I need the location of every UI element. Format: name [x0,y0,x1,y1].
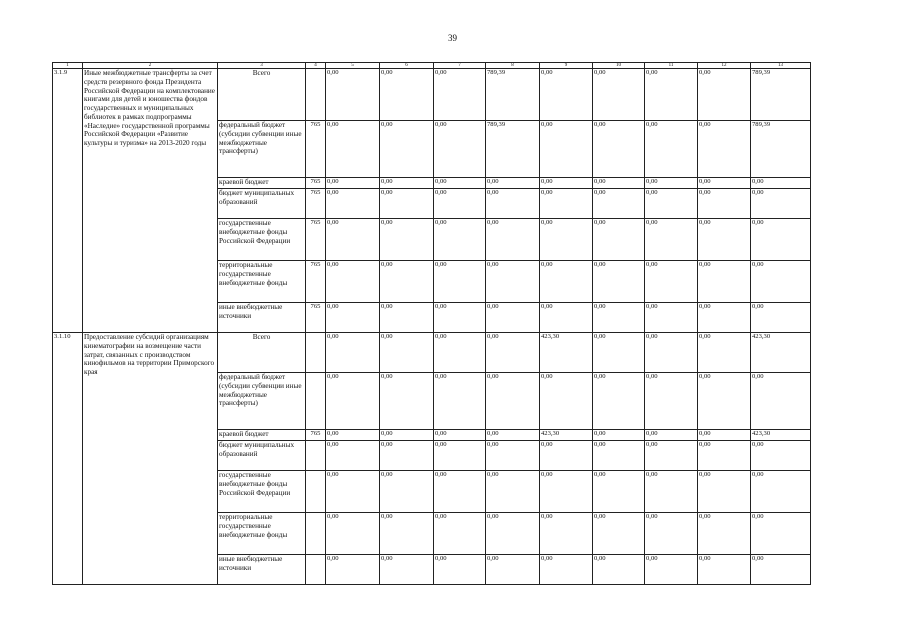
amount-cell: 0,00 [593,189,645,219]
amount-cell: 0,00 [645,261,698,303]
column-number: 12 [698,63,751,69]
amount-cell: 423,30 [751,430,811,441]
grbs-code: 765 [306,178,326,189]
grbs-code [306,373,326,430]
amount-cell: 0,00 [326,261,380,303]
amount-cell: 0,00 [698,178,751,189]
amount-cell: 423,30 [540,430,593,441]
amount-cell: 0,00 [434,430,486,441]
amount-cell: 0,00 [380,219,434,261]
funding-source: бюджет муниципальных образований [218,189,306,219]
funding-source: территориальные государственные внебюджетные фонды [218,261,306,303]
funding-source: федеральный бюджет (субсидии субвенции иные межбюджетные трансферты) [218,373,306,430]
amount-cell: 0,00 [540,121,593,178]
funding-source: Всего [218,69,306,121]
amount-cell: 0,00 [380,178,434,189]
amount-cell: 0,00 [698,373,751,430]
column-number: 3 [218,63,306,69]
table-row [53,69,811,121]
amount-cell: 0,00 [380,121,434,178]
amount-cell: 0,00 [326,513,380,555]
amount-cell: 0,00 [486,441,540,471]
amount-cell: 0,00 [751,178,811,189]
amount-cell: 0,00 [326,219,380,261]
amount-cell: 423,30 [540,333,593,373]
amount-cell: 0,00 [434,121,486,178]
amount-cell: 0,00 [434,441,486,471]
page-number: 39 [448,33,457,43]
column-number: 1 [53,63,83,69]
amount-cell: 0,00 [751,373,811,430]
grbs-code [306,471,326,513]
amount-cell: 0,00 [326,441,380,471]
amount-cell: 0,00 [593,121,645,178]
amount-cell: 0,00 [751,513,811,555]
amount-cell: 0,00 [645,121,698,178]
amount-cell: 0,00 [486,219,540,261]
amount-cell: 0,00 [593,69,645,121]
column-number: 11 [645,63,698,69]
amount-cell: 0,00 [486,373,540,430]
amount-cell: 0,00 [486,430,540,441]
grbs-code: 765 [306,219,326,261]
grbs-code: 765 [306,121,326,178]
amount-cell: 0,00 [380,513,434,555]
amount-cell: 0,00 [593,471,645,513]
amount-cell: 0,00 [645,303,698,333]
funding-source: иные внебюджетные источники [218,555,306,585]
funding-source: федеральный бюджет (субсидии субвенции иные межбюджетные трансферты) [218,121,306,178]
grbs-code [306,555,326,585]
amount-cell: 0,00 [645,219,698,261]
funding-source: краевой бюджет [218,178,306,189]
amount-cell: 0,00 [540,261,593,303]
amount-cell: 0,00 [698,69,751,121]
amount-cell: 0,00 [593,333,645,373]
amount-cell: 789,39 [751,121,811,178]
column-number: 2 [83,63,218,69]
amount-cell: 0,00 [698,261,751,303]
amount-cell: 0,00 [486,189,540,219]
column-number: 4 [306,63,326,69]
amount-cell: 0,00 [698,555,751,585]
amount-cell: 0,00 [645,69,698,121]
budget-table [52,62,811,585]
amount-cell: 0,00 [434,303,486,333]
funding-source: Всего [218,333,306,373]
column-number: 7 [434,63,486,69]
amount-cell: 0,00 [645,373,698,430]
amount-cell: 0,00 [698,513,751,555]
amount-cell: 0,00 [593,219,645,261]
column-number: 6 [380,63,434,69]
amount-cell: 0,00 [434,189,486,219]
amount-cell: 0,00 [326,178,380,189]
amount-cell: 0,00 [380,555,434,585]
column-number: 10 [593,63,645,69]
amount-cell: 0,00 [486,471,540,513]
amount-cell: 0,00 [380,303,434,333]
amount-cell: 0,00 [434,69,486,121]
measure-description: Предоставление субсидий организациям кинематографии на возмещение части затрат, связанных с производством кинофильмов на территории Приморского края [83,333,218,585]
amount-cell: 0,00 [593,555,645,585]
amount-cell: 0,00 [751,261,811,303]
amount-cell: 0,00 [698,121,751,178]
amount-cell: 0,00 [326,430,380,441]
grbs-code [306,69,326,121]
amount-cell: 0,00 [645,430,698,441]
amount-cell: 0,00 [380,373,434,430]
amount-cell: 0,00 [751,441,811,471]
measure-description: Иные межбюджетные трансферты за счет средств резервного фонда Президента Российской Федерации на комплектование книгами для детей и юношества фондов государственных и муниципальных библиотек в рамках подпрограммы «Наследие» государственной программы Российской Федерации «Развитие культуры и туризма» на 2013-2020 годы [83,69,218,333]
amount-cell: 0,00 [698,303,751,333]
amount-cell: 0,00 [751,189,811,219]
column-number: 5 [326,63,380,69]
amount-cell: 0,00 [380,261,434,303]
amount-cell: 0,00 [645,333,698,373]
amount-cell: 0,00 [593,303,645,333]
amount-cell: 0,00 [645,189,698,219]
amount-cell: 0,00 [698,219,751,261]
amount-cell: 0,00 [698,471,751,513]
amount-cell: 0,00 [380,441,434,471]
amount-cell: 0,00 [486,178,540,189]
amount-cell: 0,00 [593,513,645,555]
amount-cell: 0,00 [540,303,593,333]
amount-cell: 0,00 [326,555,380,585]
amount-cell: 0,00 [698,441,751,471]
amount-cell: 0,00 [326,471,380,513]
amount-cell: 0,00 [593,261,645,303]
column-number: 9 [540,63,593,69]
grbs-code: 765 [306,430,326,441]
amount-cell: 0,00 [751,219,811,261]
amount-cell: 0,00 [540,373,593,430]
amount-cell: 0,00 [540,513,593,555]
funding-source: бюджет муниципальных образований [218,441,306,471]
amount-cell: 0,00 [380,69,434,121]
amount-cell: 0,00 [486,303,540,333]
amount-cell: 0,00 [540,189,593,219]
grbs-code [306,441,326,471]
amount-cell: 0,00 [434,471,486,513]
amount-cell: 0,00 [380,189,434,219]
amount-cell: 0,00 [645,178,698,189]
column-number: 13 [751,63,811,69]
measure-code: 3.1.10 [53,333,83,585]
funding-source: краевой бюджет [218,430,306,441]
amount-cell: 0,00 [751,471,811,513]
amount-cell: 0,00 [434,333,486,373]
amount-cell: 0,00 [434,373,486,430]
amount-cell: 789,39 [486,69,540,121]
amount-cell: 0,00 [326,303,380,333]
table-body [53,69,811,585]
amount-cell: 0,00 [593,430,645,441]
amount-cell: 0,00 [540,471,593,513]
amount-cell: 0,00 [645,513,698,555]
amount-cell: 0,00 [380,471,434,513]
amount-cell: 0,00 [540,178,593,189]
measure-code: 3.1.9 [53,69,83,333]
amount-cell: 0,00 [326,189,380,219]
amount-cell: 423,30 [751,333,811,373]
grbs-code [306,513,326,555]
funding-source: государственные внебюджетные фонды Российской Федерации [218,219,306,261]
amount-cell: 0,00 [326,121,380,178]
amount-cell: 0,00 [434,261,486,303]
amount-cell: 0,00 [326,69,380,121]
amount-cell: 0,00 [434,178,486,189]
amount-cell: 0,00 [540,441,593,471]
amount-cell: 0,00 [434,555,486,585]
amount-cell: 0,00 [486,333,540,373]
amount-cell: 789,39 [751,69,811,121]
funding-source: иные внебюджетные источники [218,303,306,333]
amount-cell: 0,00 [434,219,486,261]
amount-cell: 0,00 [698,333,751,373]
amount-cell: 0,00 [751,303,811,333]
amount-cell: 0,00 [645,555,698,585]
funding-source: территориальные государственные внебюджетные фонды [218,513,306,555]
amount-cell: 0,00 [593,373,645,430]
funding-source: государственные внебюджетные фонды Российской Федерации [218,471,306,513]
amount-cell: 0,00 [593,441,645,471]
amount-cell: 0,00 [540,219,593,261]
amount-cell: 0,00 [645,441,698,471]
amount-cell: 0,00 [751,555,811,585]
amount-cell: 0,00 [486,261,540,303]
amount-cell: 0,00 [380,430,434,441]
amount-cell: 0,00 [486,513,540,555]
amount-cell: 0,00 [326,333,380,373]
amount-cell: 0,00 [380,333,434,373]
column-number: 8 [486,63,540,69]
amount-cell: 0,00 [698,430,751,441]
amount-cell: 0,00 [698,189,751,219]
grbs-code: 765 [306,303,326,333]
table-row [53,333,811,373]
amount-cell: 0,00 [540,69,593,121]
amount-cell: 0,00 [645,471,698,513]
amount-cell: 0,00 [540,555,593,585]
grbs-code [306,333,326,373]
amount-cell: 0,00 [486,555,540,585]
grbs-code: 765 [306,189,326,219]
amount-cell: 789,39 [486,121,540,178]
amount-cell: 0,00 [593,178,645,189]
amount-cell: 0,00 [326,373,380,430]
grbs-code: 765 [306,261,326,303]
amount-cell: 0,00 [434,513,486,555]
